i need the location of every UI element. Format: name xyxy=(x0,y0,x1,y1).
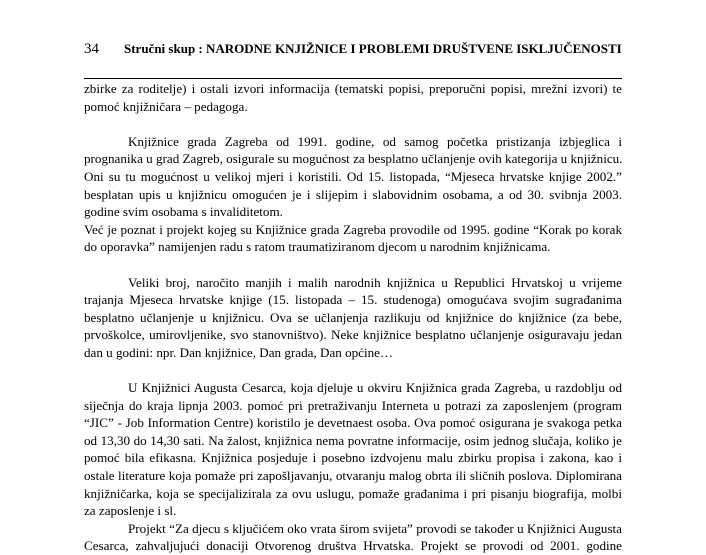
paragraph-gap xyxy=(84,115,622,133)
text-line: siječnja do kraja lipnja 2003. pomoć pri pretraživanju Interneta u potrazi za zaposlenjem (program xyxy=(84,397,622,413)
text-line: Oni su tu mogućnost u velikoj mjeri i koristili. Od 15. listopada, “Mjeseca hrvatske knjige 2002.” xyxy=(84,168,622,184)
paragraph-gap xyxy=(84,256,622,274)
text-line: godine svim osobama s invaliditetom. xyxy=(84,204,283,220)
text-line: do oporavka” namijenjen radu s ratom traumatiziranom djecom u narodnim knjižnicama. xyxy=(84,239,551,255)
text-line: pomoć bila efikasna. Knjižnica posjeduje i posebno izdvojenu malu zbirku propisa i zakona, kao i xyxy=(84,450,622,466)
text-line: Veliki broj, naročito manjih i malih narodnih knjižnica u Republici Hrvatskoj u vrijeme xyxy=(128,274,622,290)
text-line: prvoškolce, umirovljenike, svo stanovništvo). Neke knjižnice besplatno učlanjenje osiguravaju jedan xyxy=(84,327,622,343)
text-line: prognanika u grad Zagreb, osigurale su mogućnost za besplatno učlanjenje ovih kategorija u knjižnicu. xyxy=(84,151,623,167)
body-text xyxy=(84,80,622,555)
text-line: Cesarca, zahvaljujući donaciji Otvorenog društva Hrvatska. Projekt se provodi od 2001. godine xyxy=(84,538,622,554)
text-line: Već je poznat i projekt kojeg su Knjižnice grada Zagreba provodile od 1995. godine “Korak po korak xyxy=(84,221,622,237)
text-line: besplatan upis u knjižnicu omogućen je i slijepim i slabovidnim osobama, a od 30. svibnja 2003. xyxy=(84,186,622,202)
text-line: knjižničarka, koja se specijalizirala za ovu uslugu, pomaže građanima i pri pisanju biografija, molbi xyxy=(84,485,622,501)
text-line: pomoć knjižničara – pedagoga. xyxy=(84,98,248,114)
running-title: Stručni skup : NARODNE KNJIŽNICE I PROBLEMI DRUŠTVENE ISKLJUČENOSTI xyxy=(124,41,622,56)
header-rule xyxy=(84,78,622,79)
text-line: za zaposlenje i sl. xyxy=(84,503,177,519)
paragraph-gap xyxy=(84,362,622,380)
text-line: U Knjižnici Augusta Cesarca, koja djeluje u okviru Knjižnica grada Zagreba, u razdoblju od xyxy=(128,380,622,396)
text-line: ostale literature koja pomaže pri zapošljavanju, otvaranju malog obrta ili sličnih poslova. Diplomirana xyxy=(84,468,622,484)
text-line: “JIC” - Job Information Centre) koristilo je devetnaest osoba. Ova pomoć osigurana je svakoga petka xyxy=(84,415,622,431)
text-line: zbirke za roditelje) i ostali izvori informacija (tematski popisi, preporučni popisi, mrežni izvori) te xyxy=(84,81,622,96)
text-line: od 13,30 do 14,30 sati. Na žalost, knjižnica nema povratne informacije, osim jednog slučaja, koliko je xyxy=(84,432,622,448)
text-line: trajanja Mjeseca hrvatske knjige (15. listopada – 15. studenoga) omogućava svojim sugrađanima xyxy=(84,292,622,308)
text-line: besplatno učlanjenje u knjižnicu. Ova se učlanjenja razlikuju od knjižnice do knjižnice (za bebe, xyxy=(84,309,622,325)
page-number: 34 xyxy=(84,41,99,57)
text-line: dan u godini: npr. Dan knjižnice, Dan grada, Dan općine… xyxy=(84,344,394,360)
text-line: Projekt “Za djecu s ključićem oko vrata širom svijeta” provodi se također u Knjižnici Augusta xyxy=(128,520,622,536)
text-line: Knjižnice grada Zagreba od 1991. godine, od samog početka pristizanja izbjeglica i xyxy=(128,133,622,149)
